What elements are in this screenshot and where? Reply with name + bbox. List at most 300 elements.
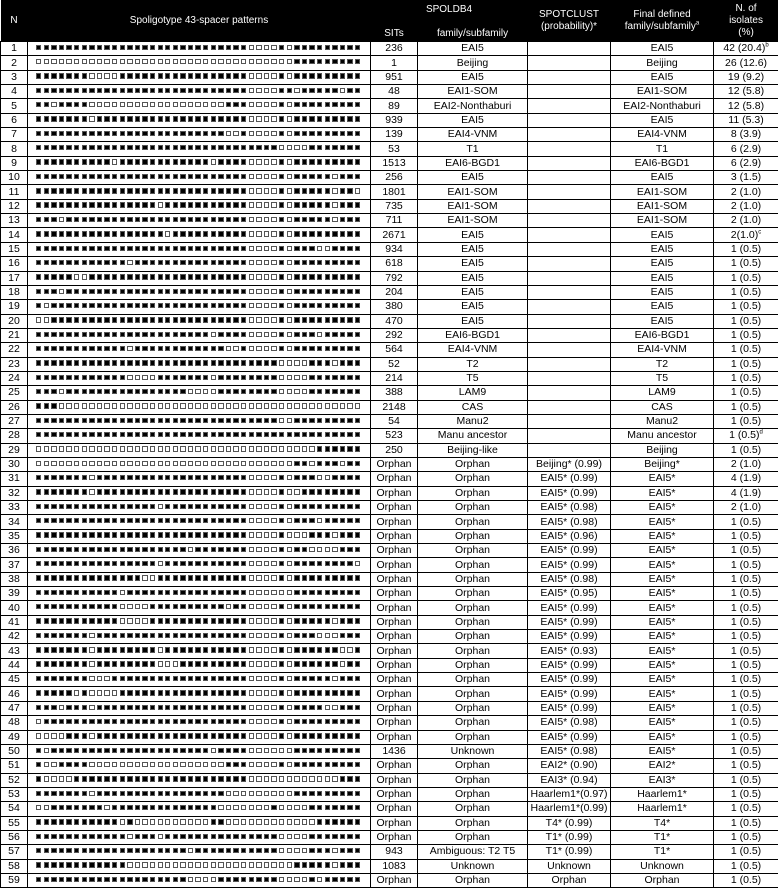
- spacer-present-icon: [74, 303, 79, 308]
- spacer-absent-icon: [165, 661, 170, 666]
- spacer-present-icon: [317, 575, 322, 580]
- final-family-cell: EAI5*: [611, 673, 714, 687]
- spacer-absent-icon: [271, 274, 276, 279]
- spacer-present-icon: [325, 848, 330, 853]
- spacer-absent-icon: [256, 131, 261, 136]
- table-row: [1, 501, 778, 515]
- spacer-absent-icon: [332, 848, 337, 853]
- spacer-present-icon: [59, 260, 64, 265]
- spacer-absent-icon: [249, 174, 254, 179]
- spacer-absent-icon: [264, 188, 269, 193]
- spacer-present-icon: [59, 145, 64, 150]
- final-family-cell: EAI3*: [611, 773, 714, 787]
- spacer-present-icon: [355, 73, 360, 78]
- sit-cell: 934: [371, 242, 418, 256]
- spacer-present-icon: [59, 131, 64, 136]
- spacer-present-icon: [82, 518, 87, 523]
- spacer-present-icon: [104, 317, 109, 322]
- spacer-present-icon: [294, 274, 299, 279]
- spacer-absent-icon: [249, 274, 254, 279]
- spacer-absent-icon: [36, 733, 41, 738]
- spacer-present-icon: [203, 719, 208, 724]
- spacer-absent-icon: [256, 188, 261, 193]
- spacer-present-icon: [188, 418, 193, 423]
- spacer-present-icon: [180, 188, 185, 193]
- spacer-present-icon: [317, 705, 322, 710]
- isolates-value: 2 (1.0): [731, 458, 761, 470]
- sit-cell: Orphan: [371, 673, 418, 687]
- spacer-present-icon: [74, 532, 79, 537]
- spacer-present-icon: [44, 403, 49, 408]
- spacer-present-icon: [195, 661, 200, 666]
- spacer-present-icon: [51, 791, 56, 796]
- spacer-absent-icon: [211, 59, 216, 64]
- spacer-present-icon: [97, 834, 102, 839]
- spacer-absent-icon: [287, 346, 292, 351]
- spacer-present-icon: [66, 805, 71, 810]
- spacer-present-icon: [165, 776, 170, 781]
- spacer-present-icon: [36, 174, 41, 179]
- spacer-present-icon: [59, 819, 64, 824]
- final-family-cell: EAI5*: [611, 515, 714, 529]
- spacer-present-icon: [150, 877, 155, 882]
- spacer-present-icon: [233, 274, 238, 279]
- spacer-absent-icon: [256, 633, 261, 638]
- spacer-absent-icon: [256, 532, 261, 537]
- spacer-present-icon: [325, 791, 330, 796]
- spacer-present-icon: [241, 776, 246, 781]
- spacer-absent-icon: [249, 246, 254, 251]
- family-cell: Ambiguous: T2 T5: [418, 845, 528, 859]
- spacer-present-icon: [82, 145, 87, 150]
- spacer-present-icon: [294, 303, 299, 308]
- spacer-present-icon: [165, 590, 170, 595]
- spacer-present-icon: [188, 590, 193, 595]
- sit-cell: 52: [371, 357, 418, 371]
- spacer-absent-icon: [264, 647, 269, 652]
- spacer-absent-icon: [264, 260, 269, 265]
- spacer-present-icon: [74, 73, 79, 78]
- spacer-present-icon: [135, 791, 140, 796]
- spacer-absent-icon: [142, 618, 147, 623]
- final-family-cell: T4*: [611, 816, 714, 830]
- spacer-present-icon: [173, 274, 178, 279]
- spacer-present-icon: [165, 217, 170, 222]
- spacer-present-icon: [226, 274, 231, 279]
- spacer-absent-icon: [180, 819, 185, 824]
- spacer-absent-icon: [271, 575, 276, 580]
- spacer-present-icon: [241, 145, 246, 150]
- final-family-cell: CAS: [611, 400, 714, 414]
- spotclust-cell: [528, 185, 611, 199]
- spacer-present-icon: [135, 489, 140, 494]
- spacer-absent-icon: [127, 446, 132, 451]
- spacer-absent-icon: [256, 661, 261, 666]
- sit-cell: 939: [371, 113, 418, 127]
- isolates-value: 1 (0.5): [731, 673, 761, 685]
- spacer-present-icon: [332, 661, 337, 666]
- spacer-present-icon: [97, 475, 102, 480]
- spacer-present-icon: [226, 848, 231, 853]
- spacer-present-icon: [150, 432, 155, 437]
- spacer-present-icon: [309, 45, 314, 50]
- spacer-absent-icon: [188, 59, 193, 64]
- spacer-present-icon: [211, 317, 216, 322]
- spacer-absent-icon: [112, 102, 117, 107]
- spacer-present-icon: [142, 202, 147, 207]
- spacer-present-icon: [51, 561, 56, 566]
- spacer-present-icon: [44, 346, 49, 351]
- spacer-present-icon: [97, 618, 102, 623]
- spacer-present-icon: [309, 73, 314, 78]
- spacer-present-icon: [59, 375, 64, 380]
- spacer-present-icon: [188, 260, 193, 265]
- spacer-present-icon: [104, 518, 109, 523]
- spacer-present-icon: [309, 346, 314, 351]
- spoligotype-pattern: [28, 414, 371, 428]
- spacer-present-icon: [203, 432, 208, 437]
- spacer-present-icon: [325, 805, 330, 810]
- spacer-present-icon: [51, 45, 56, 50]
- spacer-present-icon: [241, 73, 246, 78]
- spacer-present-icon: [203, 590, 208, 595]
- spacer-present-icon: [180, 145, 185, 150]
- sit-cell: 388: [371, 386, 418, 400]
- spacer-present-icon: [317, 159, 322, 164]
- isolates-cell: [714, 486, 778, 500]
- spacer-present-icon: [325, 647, 330, 652]
- spacer-present-icon: [59, 332, 64, 337]
- sit-cell: 523: [371, 429, 418, 443]
- spacer-absent-icon: [271, 59, 276, 64]
- spacer-present-icon: [233, 102, 238, 107]
- spacer-present-icon: [173, 174, 178, 179]
- spacer-absent-icon: [271, 776, 276, 781]
- spacer-present-icon: [104, 116, 109, 121]
- spacer-absent-icon: [97, 403, 102, 408]
- spacer-present-icon: [127, 647, 132, 652]
- isolates-cell: [714, 457, 778, 471]
- table-row: [1, 328, 778, 342]
- spacer-present-icon: [195, 547, 200, 552]
- spacer-present-icon: [173, 604, 178, 609]
- spacer-present-icon: [120, 274, 125, 279]
- spacer-present-icon: [180, 719, 185, 724]
- spacer-absent-icon: [264, 705, 269, 710]
- spacer-present-icon: [241, 303, 246, 308]
- spacer-present-icon: [317, 389, 322, 394]
- spacer-absent-icon: [279, 834, 284, 839]
- table-row: [1, 587, 778, 601]
- spacer-present-icon: [112, 834, 117, 839]
- spacer-present-icon: [347, 346, 352, 351]
- spacer-present-icon: [309, 848, 314, 853]
- spacer-absent-icon: [294, 88, 299, 93]
- spacer-present-icon: [218, 475, 223, 480]
- spacer-present-icon: [195, 231, 200, 236]
- sit-cell: 711: [371, 214, 418, 228]
- spacer-present-icon: [233, 389, 238, 394]
- spacer-absent-icon: [287, 733, 292, 738]
- spacer-present-icon: [74, 389, 79, 394]
- spacer-present-icon: [226, 547, 231, 552]
- final-family-cell: EAI5*: [611, 744, 714, 758]
- spacer-present-icon: [165, 618, 170, 623]
- spacer-present-icon: [332, 877, 337, 882]
- spacer-present-icon: [340, 575, 345, 580]
- spotclust-cell: T1* (0.99): [528, 845, 611, 859]
- spacer-present-icon: [112, 131, 117, 136]
- spacer-present-icon: [325, 518, 330, 523]
- sit-cell: 214: [371, 371, 418, 385]
- spacer-present-icon: [158, 73, 163, 78]
- spacer-present-icon: [82, 733, 87, 738]
- spacer-present-icon: [142, 360, 147, 365]
- spacer-present-icon: [317, 102, 322, 107]
- spacer-present-icon: [150, 834, 155, 839]
- spacer-absent-icon: [249, 461, 254, 466]
- spacer-present-icon: [82, 561, 87, 566]
- spacer-absent-icon: [158, 561, 163, 566]
- spacer-present-icon: [59, 475, 64, 480]
- table-row: [1, 630, 778, 644]
- spacer-present-icon: [127, 217, 132, 222]
- spacer-absent-icon: [271, 131, 276, 136]
- spacer-absent-icon: [135, 819, 140, 824]
- spacer-present-icon: [97, 332, 102, 337]
- spacer-absent-icon: [188, 819, 193, 824]
- spacer-absent-icon: [271, 690, 276, 695]
- spotclust-cell: [528, 271, 611, 285]
- spacer-absent-icon: [120, 762, 125, 767]
- final-family-cell: EAI5*: [611, 644, 714, 658]
- spacer-present-icon: [241, 575, 246, 580]
- spacer-present-icon: [82, 332, 87, 337]
- spacer-present-icon: [340, 260, 345, 265]
- spacer-present-icon: [302, 647, 307, 652]
- spacer-absent-icon: [264, 403, 269, 408]
- spoligotype-pattern: [28, 214, 371, 228]
- row-number: 55: [1, 816, 28, 830]
- isolates-value: 2(1.0): [731, 229, 758, 241]
- spacer-absent-icon: [120, 604, 125, 609]
- spacer-present-icon: [325, 131, 330, 136]
- sit-cell: Orphan: [371, 830, 418, 844]
- spacer-present-icon: [203, 73, 208, 78]
- family-cell: Orphan: [418, 515, 528, 529]
- spotclust-cell: [528, 85, 611, 99]
- spacer-present-icon: [180, 418, 185, 423]
- table-row: [1, 85, 778, 99]
- spacer-present-icon: [203, 604, 208, 609]
- spacer-present-icon: [158, 332, 163, 337]
- spacer-absent-icon: [302, 375, 307, 380]
- spacer-present-icon: [36, 346, 41, 351]
- row-number: 44: [1, 658, 28, 672]
- spacer-absent-icon: [195, 877, 200, 882]
- spacer-absent-icon: [271, 604, 276, 609]
- spacer-present-icon: [233, 561, 238, 566]
- spacer-absent-icon: [218, 762, 223, 767]
- isolates-value: 1 (0.5): [731, 415, 761, 427]
- isolates-value: 1 (0.5): [731, 444, 761, 456]
- spacer-present-icon: [188, 604, 193, 609]
- spacer-present-icon: [241, 604, 246, 609]
- spacer-present-icon: [226, 116, 231, 121]
- spacer-present-icon: [82, 418, 87, 423]
- final-family-cell: T1*: [611, 830, 714, 844]
- isolates-value: 1 (0.5): [731, 774, 761, 786]
- spacer-absent-icon: [241, 59, 246, 64]
- spacer-present-icon: [355, 389, 360, 394]
- spacer-present-icon: [89, 360, 94, 365]
- spacer-present-icon: [233, 432, 238, 437]
- spacer-present-icon: [165, 375, 170, 380]
- spacer-present-icon: [150, 661, 155, 666]
- spacer-absent-icon: [226, 819, 231, 824]
- spacer-present-icon: [188, 489, 193, 494]
- family-cell: Orphan: [418, 630, 528, 644]
- spacer-absent-icon: [256, 346, 261, 351]
- spacer-absent-icon: [233, 346, 238, 351]
- family-cell: EAI5: [418, 42, 528, 56]
- spacer-present-icon: [59, 561, 64, 566]
- spacer-absent-icon: [249, 575, 254, 580]
- row-number: 54: [1, 802, 28, 816]
- spacer-present-icon: [226, 260, 231, 265]
- spacer-present-icon: [195, 561, 200, 566]
- spacer-present-icon: [332, 805, 337, 810]
- spacer-absent-icon: [287, 848, 292, 853]
- spacer-present-icon: [127, 791, 132, 796]
- spacer-present-icon: [127, 532, 132, 537]
- spacer-absent-icon: [271, 73, 276, 78]
- spacer-absent-icon: [332, 776, 337, 781]
- spacer-present-icon: [332, 475, 337, 480]
- isolates-cell: [714, 113, 778, 127]
- spacer-present-icon: [317, 661, 322, 666]
- family-cell: Orphan: [418, 544, 528, 558]
- spacer-present-icon: [97, 504, 102, 509]
- family-cell: LAM9: [418, 386, 528, 400]
- spacer-present-icon: [317, 805, 322, 810]
- spacer-absent-icon: [249, 202, 254, 207]
- spacer-present-icon: [51, 647, 56, 652]
- spacer-present-icon: [66, 418, 71, 423]
- row-number: 30: [1, 457, 28, 471]
- spacer-present-icon: [150, 748, 155, 753]
- spacer-present-icon: [226, 332, 231, 337]
- sit-cell: Orphan: [371, 687, 418, 701]
- spacer-absent-icon: [97, 762, 102, 767]
- spacer-absent-icon: [112, 690, 117, 695]
- spacer-absent-icon: [317, 633, 322, 638]
- spacer-present-icon: [340, 188, 345, 193]
- row-number: 28: [1, 429, 28, 443]
- spacer-present-icon: [97, 88, 102, 93]
- spacer-present-icon: [294, 676, 299, 681]
- spacer-present-icon: [120, 260, 125, 265]
- spacer-present-icon: [59, 246, 64, 251]
- spacer-absent-icon: [89, 446, 94, 451]
- spacer-present-icon: [188, 776, 193, 781]
- spacer-present-icon: [317, 676, 322, 681]
- spacer-present-icon: [309, 676, 314, 681]
- spacer-present-icon: [317, 590, 322, 595]
- spacer-present-icon: [104, 174, 109, 179]
- spacer-present-icon: [309, 575, 314, 580]
- spacer-present-icon: [36, 403, 41, 408]
- spacer-present-icon: [150, 547, 155, 552]
- spacer-present-icon: [294, 618, 299, 623]
- spacer-present-icon: [233, 159, 238, 164]
- final-family-cell: EAI4-VNM: [611, 343, 714, 357]
- spacer-present-icon: [44, 705, 49, 710]
- isolates-value: 1 (0.5): [731, 530, 761, 542]
- spacer-present-icon: [203, 575, 208, 580]
- spacer-present-icon: [264, 145, 269, 150]
- spacer-present-icon: [279, 202, 284, 207]
- spacer-present-icon: [347, 705, 352, 710]
- spacer-present-icon: [158, 805, 163, 810]
- spacer-present-icon: [51, 174, 56, 179]
- spacer-present-icon: [302, 762, 307, 767]
- spacer-absent-icon: [287, 561, 292, 566]
- spacer-present-icon: [302, 73, 307, 78]
- isolates-cell: [714, 156, 778, 170]
- spacer-absent-icon: [271, 475, 276, 480]
- spacer-present-icon: [142, 661, 147, 666]
- spacer-absent-icon: [287, 317, 292, 322]
- spacer-present-icon: [112, 375, 117, 380]
- spacer-present-icon: [203, 532, 208, 537]
- spacer-present-icon: [347, 604, 352, 609]
- spacer-present-icon: [233, 690, 238, 695]
- spacer-present-icon: [135, 131, 140, 136]
- spotclust-cell: EAI5* (0.99): [528, 558, 611, 572]
- spacer-absent-icon: [120, 590, 125, 595]
- spacer-absent-icon: [287, 403, 292, 408]
- spoligotype-pattern: [28, 228, 371, 242]
- table-row: [1, 457, 778, 471]
- header-isolates: N. of isolates (%): [714, 0, 778, 42]
- final-family-cell: EAI2*: [611, 759, 714, 773]
- spacer-absent-icon: [127, 461, 132, 466]
- spacer-present-icon: [36, 389, 41, 394]
- family-cell: EAI4-VNM: [418, 343, 528, 357]
- spacer-present-icon: [188, 73, 193, 78]
- final-family-cell: T1: [611, 142, 714, 156]
- spacer-present-icon: [173, 202, 178, 207]
- isolates-cell: [714, 400, 778, 414]
- spacer-present-icon: [317, 819, 322, 824]
- spacer-present-icon: [66, 834, 71, 839]
- row-number: 4: [1, 85, 28, 99]
- spacer-present-icon: [36, 848, 41, 853]
- spacer-present-icon: [211, 733, 216, 738]
- spacer-present-icon: [332, 748, 337, 753]
- family-cell: Orphan: [418, 615, 528, 629]
- spacer-present-icon: [82, 159, 87, 164]
- spacer-absent-icon: [249, 45, 254, 50]
- spacer-present-icon: [36, 862, 41, 867]
- family-cell: Orphan: [418, 572, 528, 586]
- spacer-present-icon: [302, 690, 307, 695]
- spacer-present-icon: [332, 246, 337, 251]
- spacer-present-icon: [51, 246, 56, 251]
- spacer-absent-icon: [150, 375, 155, 380]
- sit-cell: Orphan: [371, 730, 418, 744]
